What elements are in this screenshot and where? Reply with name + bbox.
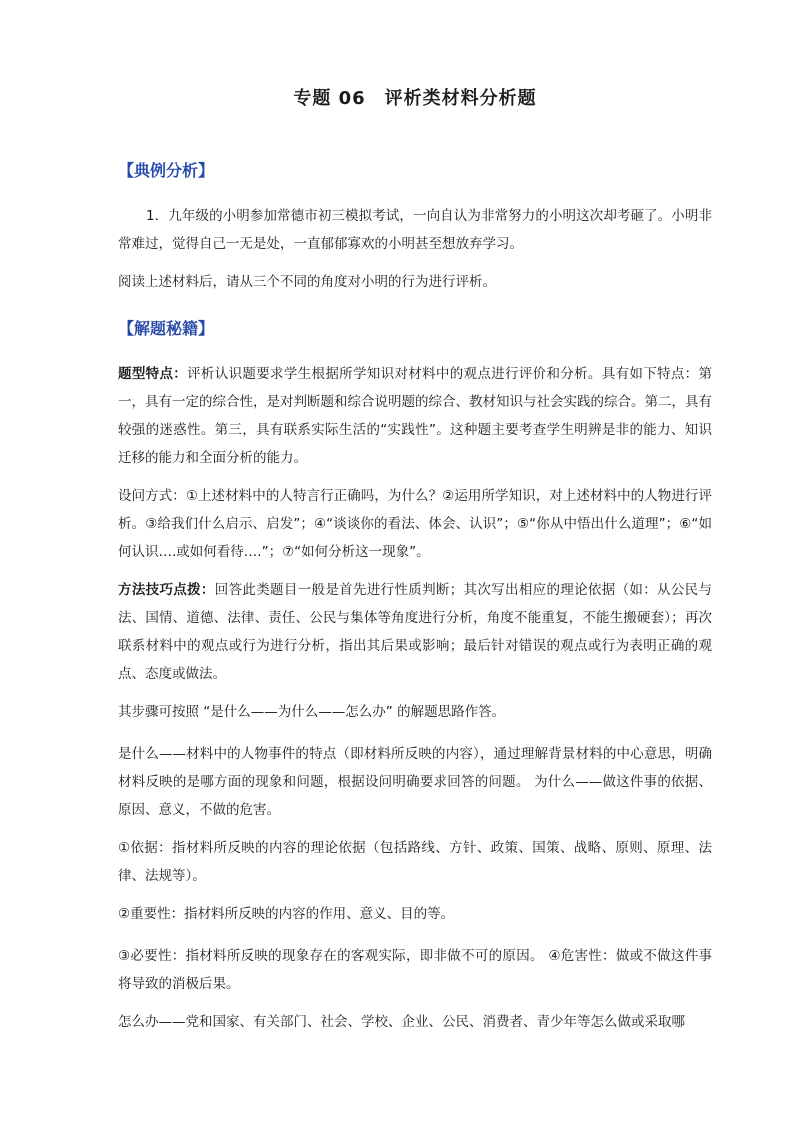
paragraph-label: 方法技巧点拨： <box>118 582 215 598</box>
paragraph-text: 评析认识题要求学生根据所学知识对材料中的观点进行评价和分析。具有如下特点：第一，具有一定的综合性，是对判断题和综合说明题的综合、教材知识与社会实践的综合。第二，具有较强的迷惑性。第三，具有联系实际生活的“实践性”。这种题主要考查学生明辨是非的能力、知识迁移的能力和全面分析的能力。 <box>118 366 713 466</box>
page-title: 专题 06 评析类材料分析题 <box>293 88 537 109</box>
paragraph-basis: ①依据：指材料所反映的内容的理论依据（包括路线、方针、政策、国策、战略、原则、原理、法律、法规等）。 <box>118 840 712 884</box>
section-heading-secret: 【解题秘籍】 <box>118 319 215 338</box>
example-question: 1．九年级的小明参加常德市初三模拟考试，一向自认为非常努力的小明这次却考砸了。小明非常难过，觉得自己一无是处，一直郁郁寡欢的小明甚至想放弃学习。 <box>118 208 712 252</box>
paragraph-question-forms: 设问方式：①上述材料中的人特言行正确吗，为什么？②运用所学知识，对上述材料中的人物进行评析。③给我们什么启示、启发”；④“谈谈你的看法、体会、认识”；⑤“你从中悟出什么道理”；⑥“如何认识….或如何看待….”；⑦“如何分析这一现象”。 <box>118 488 712 560</box>
paragraph-text: 回答此类题目一般是首先进行性质判断；其次写出相应的理论依据（如：从公民与法、国情、道德、法律、责任、公民与集体等角度进行分析，角度不能重复，不能生搬硬套）；再次联系材料中的观点或行为进行分析，指出其后果或影响；最后针对错误的观点或行为表明正确的观点、态度或做法。 <box>118 582 712 682</box>
paragraph-how: 怎么办——党和国家、有关部门、社会、学校、企业、公民、消费者、青少年等怎么做或采取哪 <box>118 1014 685 1030</box>
section-heading-example: 【典例分析】 <box>118 161 215 180</box>
example-prompt: 阅读上述材料后，请从三个不同的角度对小明的行为进行评析。 <box>118 274 496 290</box>
paragraph-necessity-harm: ③必要性：指材料所反映的现象存在的客观实际，即非做不可的原因。 ④危害性：做或不做这件事将导致的消极后果。 <box>118 948 712 992</box>
paragraph-what-why: 是什么——材料中的人物事件的特点（即材料所反映的内容），通过理解背景材料的中心意思，明确材料反映的是哪方面的现象和问题，根据设问明确要求回答的问题。 为什么——做这件事的依据、原因、意义，不做的危害。 <box>118 746 712 818</box>
paragraph-label: 题型特点： <box>118 366 188 382</box>
paragraph-method-tips <box>118 576 712 688</box>
paragraph-steps: 其步骤可按照 “是什么——为什么——怎么办” 的解题思路作答。 <box>118 704 506 720</box>
paragraph-importance: ②重要性：指材料所反映的内容的作用、意义、目的等。 <box>118 906 455 922</box>
paragraph-type-features <box>118 360 712 472</box>
